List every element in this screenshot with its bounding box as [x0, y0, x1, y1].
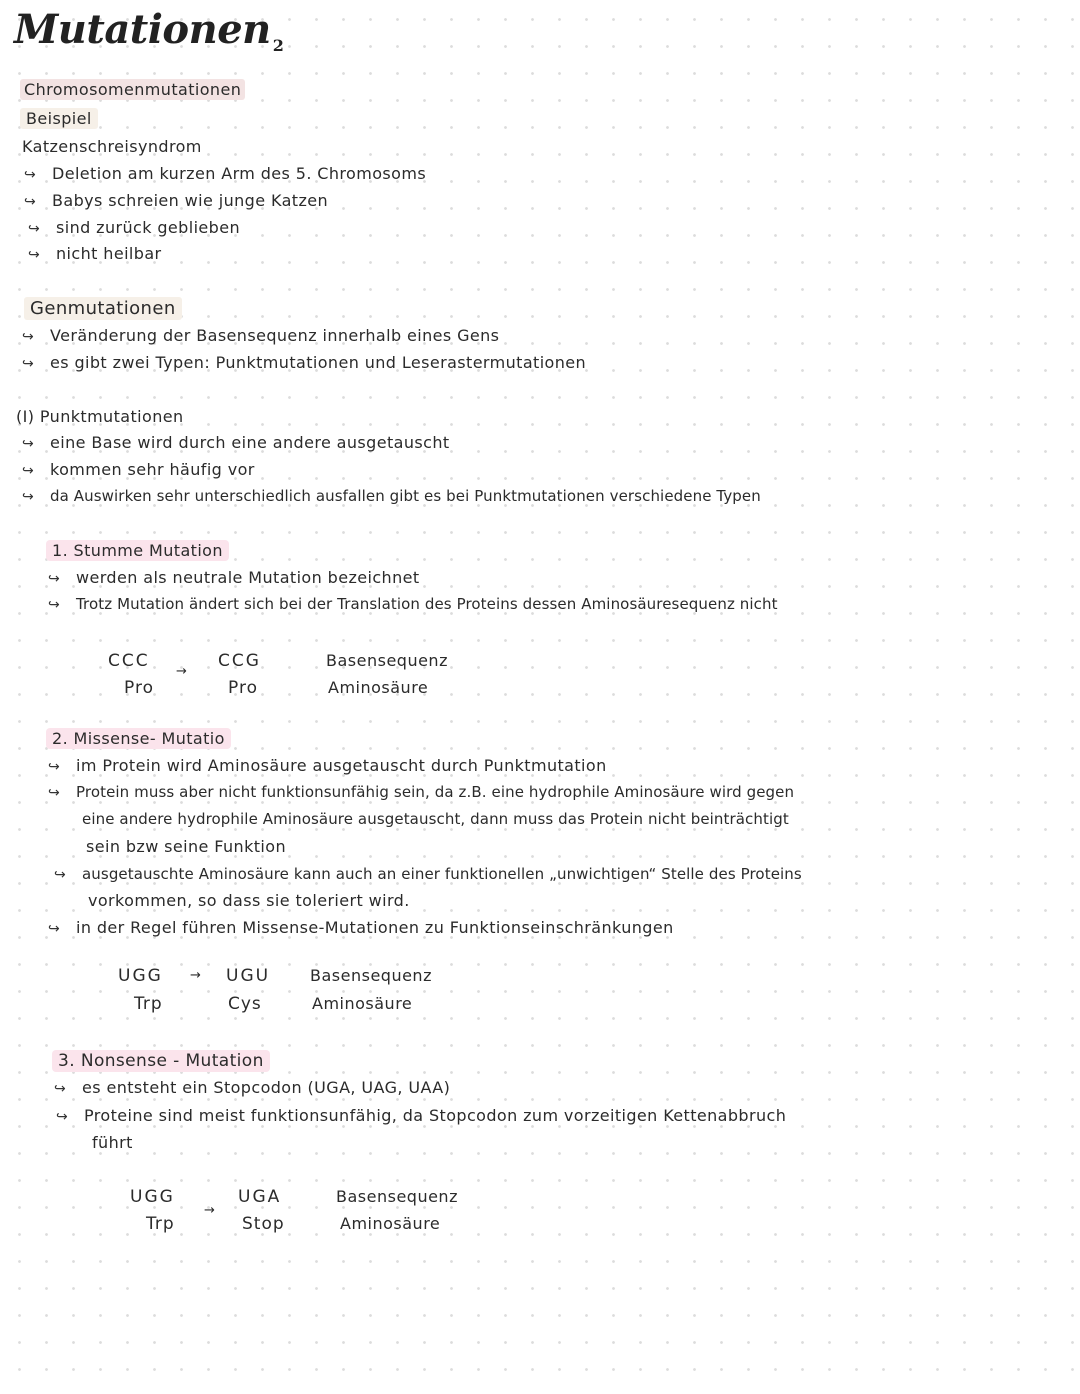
- silent-from-aa: Pro: [124, 678, 154, 698]
- silent-to-code: CCG: [218, 651, 261, 671]
- silent-heading: 1. Stumme Mutation: [46, 541, 229, 560]
- list-item-continued: führt: [92, 1133, 133, 1152]
- list-item: ↪ kommen sehr häufig vor: [22, 460, 255, 479]
- arrow-icon: ↪: [54, 867, 66, 883]
- list-item: ↪ Trotz Mutation ändert sich bei der Translation des Proteins dessen Aminosäuresequenz nicht: [48, 595, 778, 613]
- list-item-continued: eine andere hydrophile Aminosäure ausgetauscht, dann muss das Protein nicht beinträchtigt: [82, 810, 789, 828]
- list-item: ↪ im Protein wird Aminosäure ausgetauscht durch Punktmutation: [48, 756, 607, 775]
- nonsense-from-aa: Trp: [146, 1214, 175, 1234]
- list-item: ↪ es gibt zwei Typen: Punktmutationen und Leserastermutationen: [22, 353, 587, 372]
- silent-seq-label: Basensequenz: [326, 651, 448, 670]
- example-label: Beispiel: [20, 109, 98, 128]
- list-item: ↪ da Auswirken sehr unterschiedlich ausfallen gibt es bei Punktmutationen verschiedene Typen: [22, 487, 761, 505]
- arrow-icon: ↪: [22, 436, 35, 452]
- missense-aa-label: Aminosäure: [312, 994, 413, 1013]
- arrow-icon: ↪: [48, 597, 60, 613]
- arrow-icon: ↪: [28, 247, 41, 263]
- missense-to-aa: Cys: [228, 994, 262, 1014]
- arrow-right-icon: →: [176, 664, 189, 679]
- list-item: ↪ Deletion am kurzen Arm des 5. Chromosoms: [24, 164, 427, 183]
- arrow-icon: ↪: [28, 221, 41, 237]
- nonsense-heading: 3. Nonsense - Mutation: [52, 1051, 270, 1071]
- title-suffix: 2: [272, 36, 284, 55]
- silent-to-aa: Pro: [228, 678, 258, 698]
- missense-from-code: UGG: [118, 966, 163, 986]
- nonsense-seq-label: Basensequenz: [336, 1187, 458, 1206]
- list-item-continued: sein bzw seine Funktion: [86, 837, 286, 856]
- list-item: ↪ Proteine sind meist funktionsunfähig, da Stopcodon zum vorzeitigen Kettenabbruch: [56, 1106, 787, 1125]
- list-item: ↪ sind zurück geblieben: [28, 218, 241, 237]
- example-name: Katzenschreisyndrom: [22, 137, 202, 156]
- chromosome-heading: Chromosomenmutationen: [20, 80, 245, 99]
- missense-to-code: UGU: [226, 966, 271, 986]
- arrow-icon: ↪: [48, 785, 60, 801]
- arrow-right-icon: →: [190, 968, 203, 983]
- nonsense-aa-label: Aminosäure: [340, 1214, 441, 1233]
- arrow-icon: ↪: [22, 463, 35, 479]
- list-item: ↪ in der Regel führen Missense-Mutationen zu Funktionseinschränkungen: [48, 918, 674, 937]
- list-item: ↪ es entsteht ein Stopcodon (UGA, UAG, UAA): [54, 1078, 451, 1097]
- list-item-continued: vorkommen, so dass sie toleriert wird.: [88, 891, 410, 910]
- list-item: ↪ Babys schreien wie junge Katzen: [24, 191, 329, 210]
- arrow-icon: ↪: [22, 356, 35, 372]
- silent-aa-label: Aminosäure: [328, 678, 429, 697]
- page-title: Mutationen $_2$: [14, 6, 284, 55]
- list-item: ↪ eine Base wird durch eine andere ausgetauscht: [22, 433, 450, 452]
- arrow-icon: ↪: [54, 1081, 67, 1097]
- arrow-icon: ↪: [22, 489, 34, 505]
- list-item: ↪ werden als neutrale Mutation bezeichnet: [48, 568, 420, 587]
- nonsense-from-code: UGG: [130, 1187, 175, 1207]
- list-item: ↪ ausgetauschte Aminosäure kann auch an einer funktionellen „unwichtigen“ Stelle des Proteins: [54, 865, 802, 883]
- list-item: ↪ Veränderung der Basensequenz innerhalb eines Gens: [22, 326, 500, 345]
- arrow-icon: ↪: [56, 1109, 69, 1125]
- arrow-right-icon: →: [204, 1203, 217, 1218]
- silent-from-code: CCC: [108, 651, 150, 671]
- arrow-icon: ↪: [24, 167, 37, 183]
- point-heading: (I) Punktmutationen: [16, 407, 184, 426]
- arrow-icon: ↪: [48, 759, 61, 775]
- missense-from-aa: Trp: [134, 994, 163, 1014]
- nonsense-to-code: UGA: [238, 1187, 282, 1207]
- arrow-icon: ↪: [24, 194, 37, 210]
- arrow-icon: ↪: [48, 571, 61, 587]
- list-item: ↪ nicht heilbar: [28, 244, 162, 263]
- list-item: ↪ Protein muss aber nicht funktionsunfähig sein, da z.B. eine hydrophile Aminosäure wird gegen: [48, 783, 795, 801]
- missense-seq-label: Basensequenz: [310, 966, 432, 985]
- missense-heading: 2. Missense- Mutatio: [46, 729, 231, 748]
- arrow-icon: ↪: [48, 921, 61, 937]
- nonsense-to-aa: Stop: [242, 1214, 285, 1234]
- gene-heading: Genmutationen: [24, 298, 182, 319]
- arrow-icon: ↪: [22, 329, 35, 345]
